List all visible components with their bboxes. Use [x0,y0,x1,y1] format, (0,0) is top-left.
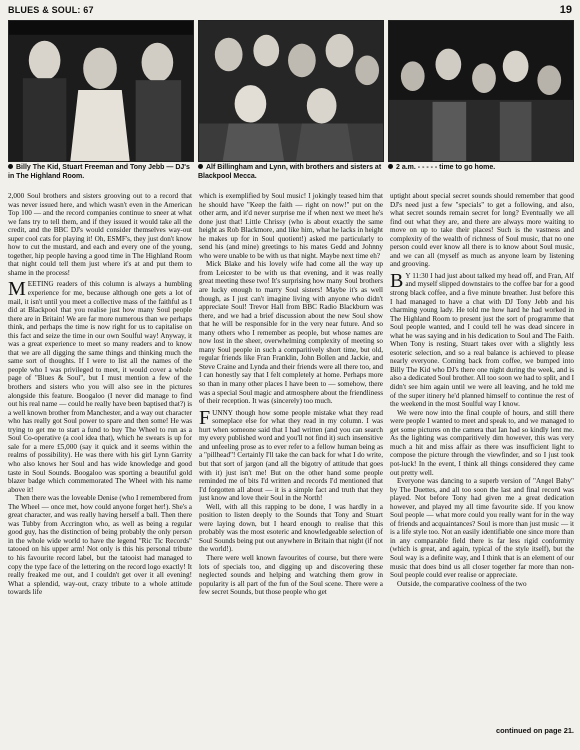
paragraph: B Y 11:30 I had just about talked my head off, and Fran, Alf and myself slipped downstairs to the coffee bar for a good strong black coffee, and a five minute breather. Just before this I had managed to have a chat with DJ Tony Jebb and his charming young lady. He told me how hard he had worked in The Highland Room to present just the sort of programme that Soul people wanted, and I could tell he was dead sincere in what he was saying and in his dedication to Soul and The Faith. When Tony is resting, Stuart takes over with a slightly less esoteric selection, and so a real balance is achieved to please nearly everyone. Coming back from coffee, we bumped into Billy The Kid who DJ's there one night during the week, and is also a dedicated Soul brother. All too soon we had to split, and I didn't see him again until we were all leaving, and he told me of the super itinery he'd planned himself to continue the rest of the weekend in the most Soulful way I know. [390,269,574,409]
magazine-page [8,4,574,744]
bullet-icon [198,164,203,169]
paragraph: Well, with all this rapping to be done, I was hardly in a position to listen deeply to the Sounds that Tony and Stuart were laying down, but I heard enough to realise that this probably was the most esoteric and knowledgeable selection of Soul Sounds being put out anywhere in Britain that night (if not the world!). [199,502,383,554]
paragraph: which is exemplified by Soul music! I jokingly teased him that he should have "Keep the faith — right on now!" put on the other arm, and it'd never surprise me if when next we meet he's done just that! Little Chrissy (who is about exactly the same height as Rob Blackmore, and like him, what he lacks in height he makes up for in Soul quotient!) asked me particularly to send his (and mine) greetings to his mates Gedd and Johnny who were unable to be with us that night. Maybe next time eh? [199,192,383,260]
article-column-1 [8,192,192,740]
crowd-photo-icon [9,21,193,161]
paragraph: Everyone was dancing to a superb version of "Angel Baby" by The Duettes, and all too soon the last and final record was played. Not before Tony had given me a great dedication however, and played my all time favourite side. If you know Soul people — what more could you really want for in the way of friends and acquaintances? Soul is more than just music — it is a life style too. Not an easily identifiable one since more than in any comparable field there is far less rigid conformity (which is great, and again, typical of the style itself), but the Soul way is a definite way, and I think that is an element of our music that does bind us all closer together far more than non-Soul people could ever realise or appreciate. [390,477,574,580]
photo-djs-highland-room [8,20,194,162]
photo-caption: 2 a.m. - - - - - time to go home. [388,164,574,173]
paragraph: Then there was the loveable Denise (who I remembered from The Wheel — once met, how could anyone forget her!). She's a great character, and was really having herself a ball. Then there was Tubby from Accrington who, as well as being a regular good guy, has the distinction of being probably the only person in the whole wide world to have the legend "Ric Tic Records" tatooed on his upper arm! Not only is this his personal tribute to his favourite record label, but the tatooist had managed to copy the type face of the lettering on the record logo exactly! It really freaked me out, and I couldn't get over it all evening! What a splendid, way-out, crazy tribute to a whole attitude towards life [8,494,192,597]
photo-time-to-go-home [388,20,574,162]
paragraph: We were now into the final couple of hours, and still there were people I wanted to meet and speak to, and we managed to get some pictures on the camera that Ian had so kindly lent me. As the lighting was comparitively dim however, this was very much a hit and miss affair as there was insufficient light to compose the picture through the viewfinder, and so I just took pot-luck! In the event, I think all things considered they came out pretty well. [390,408,574,477]
bullet-icon [388,164,393,169]
page-header [8,4,574,18]
bullet-icon [8,164,13,169]
magazine-issue: BLUES & SOUL: 67 [8,5,94,15]
article-column-3 [390,192,574,740]
paragraph: 2,000 Soul brothers and sisters grooving out to a record that was never issued here, and which wasn't even in the American Top 100 — and the record companies continue to sneer at what we fans try to tell them, and if they issued it would take all the credit, and the BBC DJ's would consider themselves way-out super cool cats for playing it! Oh, ESMF's, they just don't know how to cut the mustard, and each and every one of the young, together, hip people having a good time in The Highland Room that night could tell them just where it's at and put them to shame in the process! [8,192,192,277]
page-number: 19 [559,4,572,16]
photo-blackpool-mecca [198,20,384,162]
paragraph: FUNNY though how some people mistake what they read someplace else for what they read in my column. I was hurt when someone said that I had written (and you can search my every published word and you'll not find it) such insensitive and unfeeling prose as to ever refer to a fellow human being as a "pillhead"! Certainly I'll take the can back for what I do write, but that sort of jargon (and all the bigotry of attitude that goes with it) just isn't me! But on the other hand some people reminded me of bits I'd written and records I'd mentioned that I'd forgotten all about — it is a simple fact and truth that they just know and love their Soul in the North! [199,406,383,503]
article-column-2 [199,192,383,740]
paragraph: There were well known favourites of course, but there were lots of specials too, and digging up and discovering these neglected sounds and helping and watching them grow in popularity is all part of the fun of the Soul scene. There were a few secret Sounds, but those people who get [199,553,383,597]
photo-caption: Alf Billingham and Lynn, with brothers and sisters at Blackpool Mecca. [198,164,382,180]
drop-cap: F [199,406,211,429]
crowd-photo-icon [199,21,383,161]
drop-cap: M [8,278,26,301]
paragraph: MEETING readers of this column is always a humbling experience for me, because although one gets a lot of mail, it isn't until you meet a collective mass of the faithful as I did at Blackpool that you realise just how many Soul people there are in Britain! We are far more numerous than we perhaps think, and perhaps the time is now right for us to capitalise on this fact and seize the time in our own Soulful way! Anyway, it was a great experience to meet so many readers and to know that we are all digging the same things and thinking much the same sort of thoughts. If I were to list all the names of the people who I was privileged to meet, it would cover a whole page of "Blues & Soul", but I must mention a few of the brothers and sisters who you will also see in the pictures alongside this feature. Boogaloo (I never did manage to find out his real name — could he really have been baptised that?) is a well known brother from Manchester, and a way out character who has really got Soul power to spare and then some! He was trying to get me to start a fund to buy The Wheel to run as a Soul Co-operative (a cool idea that), which he swears is up for sale for a mere £5,000 (say it quick and it seems within the realms of possibility). He was there with his girl Lynn Garrity who also knows her Soul and has wide knowledge and good taste in Soul Sounds. Boogaloo was sporting a beautiful gold blazer badge which commemorated The Wheel with his name above it! [8,278,192,494]
photo-caption: Billy The Kid, Stuart Freeman and Tony Jebb — DJ's in The Highland Room. [8,164,190,180]
continued-link[interactable]: continued on page 21. [495,726,574,736]
paragraph: Outside, the comparative coolness of the two [397,579,527,588]
drop-cap: B [390,269,404,292]
paragraph: Mick Blake and his lovely wife had come all the way up from Leicester to be with us that evening, and it was really great meeting these two! It's surprising how many Soul brothers are lucky enough to marry Soul sisters! Maybe it's as well though, as I just can't imagine living with anyone who didn't appreciate Soul! Trevor Hall from BBC Radio Blackburn was there, and we had a brief discussion about the new Soul show that he will be responsible for in the very near future. And so many others who I remember as people, but whose names are now lost in the sheer, overwhelming complexity of meeting so many Soul people in such a comparitively short time, but old, regular friends like Fran Franklin, John Bollen and Jackie, and Steve Craine and Lynda and their friends were all there too, and I can honestly say that I felt completely at home. Perhaps more so than in many other places I have been to — somehow, there was a special Soul magic and atmosphere about the friendliness of their reception. It was (sincerely) too much. [199,260,383,406]
paragraph: uptight about special secret sounds should remember that good DJ's need just a few "specials" to get a following, and also, what secret sounds remain secret for long? Eventually we all find out what they are, and there are always more waiting to move on up to take their places! Such is the vastness and complexity of the wealth of richness of Soul music, that no one person could ever know all there is to know about Soul music, and we can all (myself as much as anyone learn by listening and grooving. [390,192,574,269]
crowd-photo-icon [389,21,573,161]
